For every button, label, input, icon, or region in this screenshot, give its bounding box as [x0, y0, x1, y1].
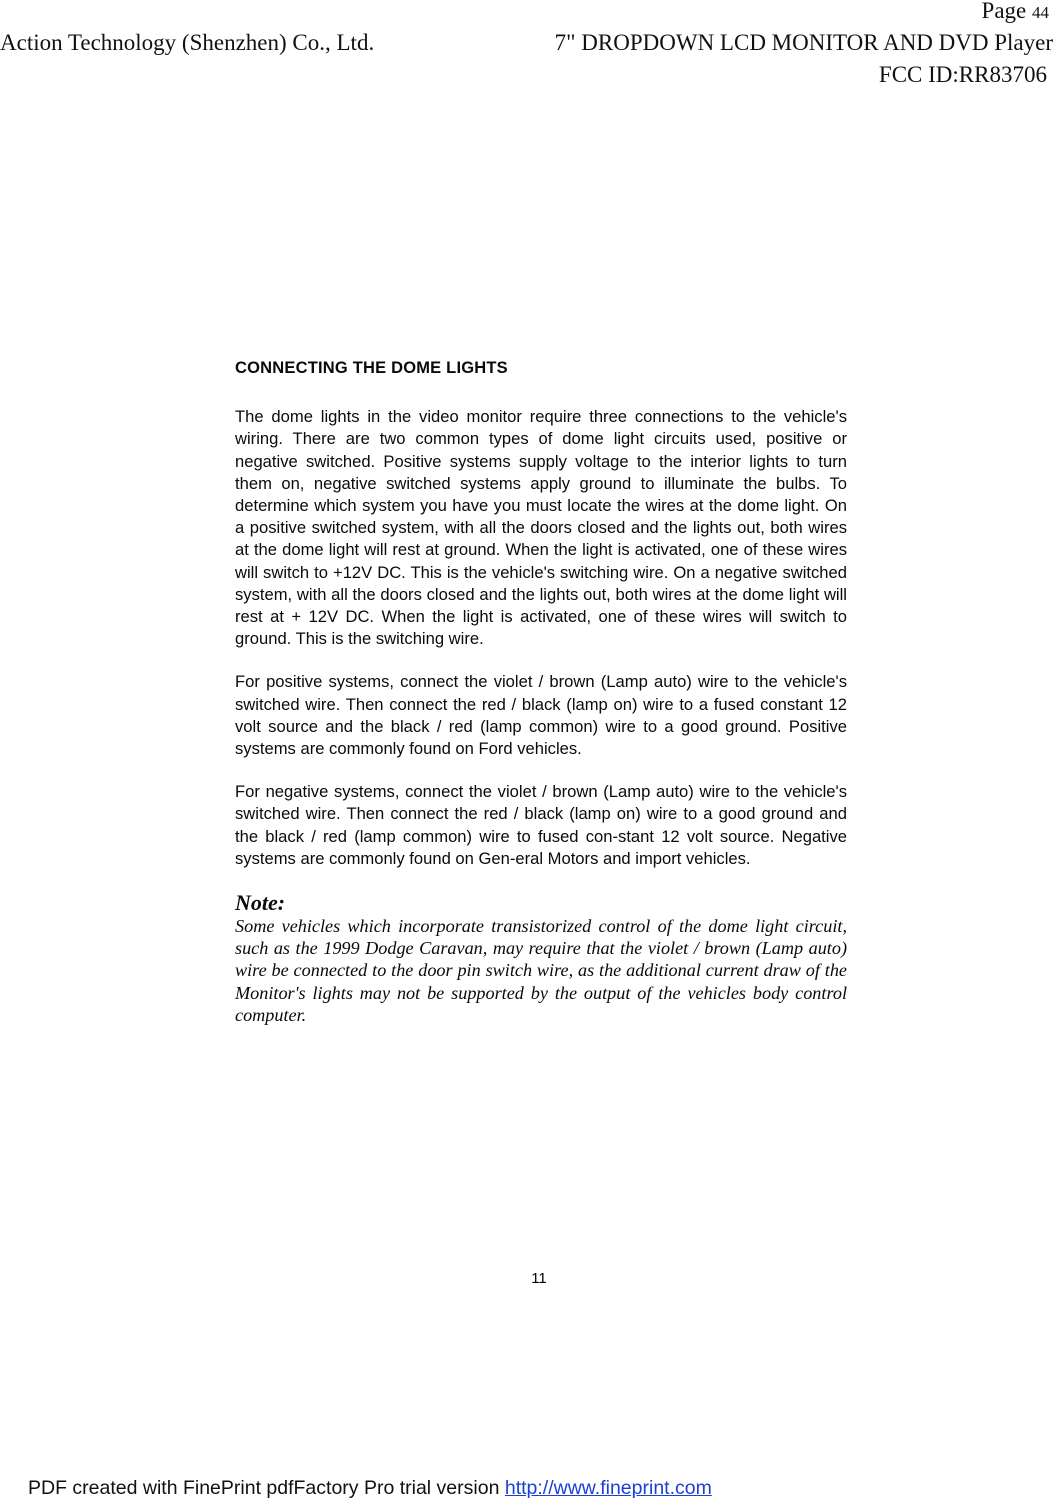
paragraph-negative-systems: For negative systems, connect the violet / brown (Lamp auto) wire to the vehicle's switched wire. Then connect the red / black (lamp on) wire to a good ground and the black / red (lamp common) wire to fused con-stant 12 volt source. Negative systems are commonly found on Gen-eral Motors and import vehicles. — [235, 782, 847, 868]
page-indicator — [982, 0, 1049, 26]
page-number-header: 44 — [1032, 3, 1049, 22]
paragraph-intro: The dome lights in the video monitor require three connections to the vehicle's wiring. There are two common types of dome light circuits used, positive or negative switched. Positive systems supply voltage to the interior lights to turn them on, negative switched systems apply ground to illuminate the bulbs. To determine which system you have you must locate the wires at the dome light. On a positive switched system, with all the doors closed and the lights out, both wires at the dome light will rest at ground. When the light is activated, one of these wires will switch to +12V DC. This is the vehicle's switching wire. On a negative switched system, with all the doors closed and the lights out, both wires at the dome light will rest at + 12V DC. When the light is activated, one of these wires will switch to ground. This is the switching wire. — [235, 407, 847, 649]
fcc-id: FCC ID:RR83706 — [878, 62, 1047, 87]
company-name: Action Technology (Shenzhen) Co., Ltd. — [0, 30, 375, 55]
note-text: Some vehicles which incorporate transistorized control of the dome light circuit, such as the 1999 Dodge Caravan, may require that the violet / brown (Lamp auto) wire be connected to the door pin switch wire, as the additional current draw of the Monitor's lights may not be supported by the output of the vehicles body control computer. — [235, 916, 847, 1025]
footer-text: PDF created with FinePrint pdfFactory Pro trial version — [28, 1477, 505, 1499]
product-name: 7" DROPDOWN LCD MONITOR AND DVD Player — [554, 30, 1053, 55]
paragraph-positive-systems: For positive systems, connect the violet / brown (Lamp auto) wire to the vehicle's switched wire. Then connect the red / black (lamp on) wire to a fused constant 12 volt source and the black / red (lamp common) wire to a good ground. Positive systems are commonly found on Ford vehicles. — [235, 672, 847, 759]
page-label: Page — [981, 0, 1027, 23]
note-heading: Note: — [235, 890, 286, 916]
section-title: CONNECTING THE DOME LIGHTS — [235, 359, 508, 377]
manual-page-content — [235, 357, 847, 1047]
footer-link[interactable]: http://www.fineprint.com — [504, 1477, 712, 1499]
pdf-footer — [28, 1477, 712, 1500]
manual-page-number: 11 — [531, 1270, 547, 1287]
